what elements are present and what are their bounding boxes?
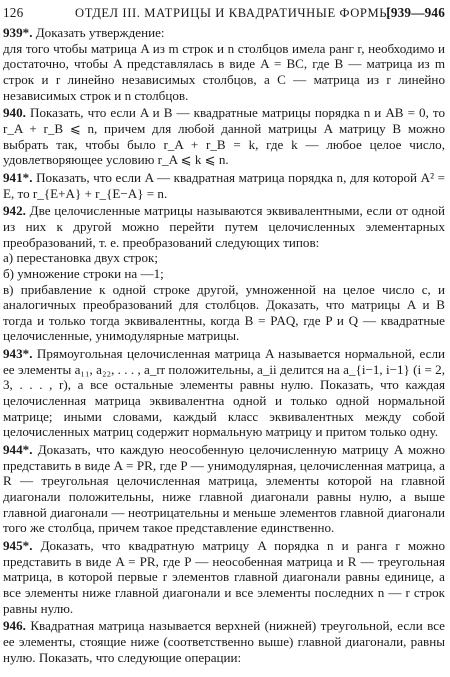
list-item bbox=[3, 282, 445, 345]
problem-number: 939*. bbox=[3, 25, 33, 40]
problem-number: 941*. bbox=[3, 169, 33, 185]
paragraph bbox=[3, 41, 445, 104]
problem-943 bbox=[3, 346, 445, 440]
problem-number: 940. bbox=[3, 105, 26, 121]
problem-number: 945*. bbox=[3, 538, 33, 553]
page-number: 126 bbox=[3, 5, 24, 20]
paragraph-text: для того чтобы матрица A из m строк и n столбцов имела ранг r, необходимо и достаточно, чтобы A представлялась в виде A = BC, где B — матрица из m строк и r линейно независимых столбцов, а C — матрица из r линейно независимых строк и n столбцов. bbox=[3, 40, 445, 103]
page-body bbox=[3, 25, 445, 665]
problem-939 bbox=[3, 25, 445, 41]
running-head: ОТДЕЛ III. МАТРИЦЫ И КВАДРАТИЧНЫЕ ФОРМЫ bbox=[75, 6, 391, 20]
problem-942 bbox=[3, 203, 445, 250]
problem-text: Квадратная матрица называется верхней (нижней) треугольной, если все ее элементы, стоящие ниже (соответственно выше) главной диагонали, равны нулю. Показать, что следующие операции: bbox=[3, 618, 445, 665]
list-item-text: б) умножение строки на —1; bbox=[3, 265, 164, 281]
problem-text: Доказать, что квадратную матрицу A порядка n и ранга r можно представить в виде A = PR, где P — неособенная матрица и R — треугольная матрица, в которой первые r элементов главной диагонали равны единице, а все элементы ниже главной диагонали и все элементы последних n — r строк равны нулю. bbox=[3, 538, 445, 616]
list-item-text: а) перестановка двух строк; bbox=[3, 250, 158, 266]
problem-text: Показать, что если A и B — квадратные матрицы порядка n и AB = 0, то r_A + r_B ⩽ n, причем для любой данной матрицы A матрицу B можно выбрать так, чтобы было r_A + r_B = k, где k — любое целое число, удовлетворяющее условию r_A ⩽ k ⩽ n. bbox=[3, 105, 445, 168]
problem-944 bbox=[3, 442, 445, 536]
list-item bbox=[3, 250, 445, 266]
problem-text: Показать, что если A — квадратная матрица порядка n, для которой A² = E, то r_{E+A} + r_{E−A} = n. bbox=[3, 169, 445, 201]
problem-text: Прямоугольная целочисленная матрица A называется нормальной, если ее элементы a₁₁, a₂₂, . . . , a_rr положительны, a_ii делится на a_{i−1, i−1} (i = 2, 3, . . . , r), а все остальные элементы равны нулю. Показать, что каждая целочисленная матрица эквивалентна одной и только одной нормальной матрице; иными словами, каждый класс эквивалентных между собой целочисленных матриц содержит нормальную матрицу и притом только одну. bbox=[3, 346, 445, 440]
problem-text: Доказать утверждение: bbox=[35, 25, 165, 40]
problem-number: 942. bbox=[3, 203, 26, 219]
problem-945 bbox=[3, 538, 445, 616]
problem-range: [939—946 bbox=[386, 5, 445, 20]
problem-text: Доказать, что каждую неособенную целочисленную матрицу A можно представить в виде A = PR, где P — унимодулярная, целочисленная матрица, а R — треугольная целочисленная матрица, элементы которой на главной диагонали положительны, ниже главной диагонали равны нулю, а выше главной диагонали — неотрицательны и меньше элементов главной диагонали того же столбца, причем такое представление единственно. bbox=[3, 442, 445, 536]
problem-946 bbox=[3, 618, 445, 665]
book-page bbox=[3, 4, 445, 665]
problem-940 bbox=[3, 105, 445, 168]
problem-number: 943*. bbox=[3, 346, 33, 362]
page-header bbox=[3, 4, 445, 22]
problem-number: 944*. bbox=[3, 442, 33, 458]
problem-text: Две целочисленные матрицы называются эквивалентными, если от одной из них к другой можно перейти путем целочисленных элементарных преобразований, т. е. преобразований следующих типов: bbox=[3, 203, 446, 250]
problem-number: 946. bbox=[3, 618, 26, 634]
list-item-text: в) прибавление к одной строке другой, умноженной на целое число c, и аналогичных преобразований для столбцов. Доказать, что матрицы A и B тогда и только тогда эквивалентны, когда B = PAQ, где P и Q — квадратные целочисленные, унимодулярные матрицы. bbox=[3, 281, 445, 344]
problem-941 bbox=[3, 170, 445, 201]
list-item bbox=[3, 266, 445, 282]
